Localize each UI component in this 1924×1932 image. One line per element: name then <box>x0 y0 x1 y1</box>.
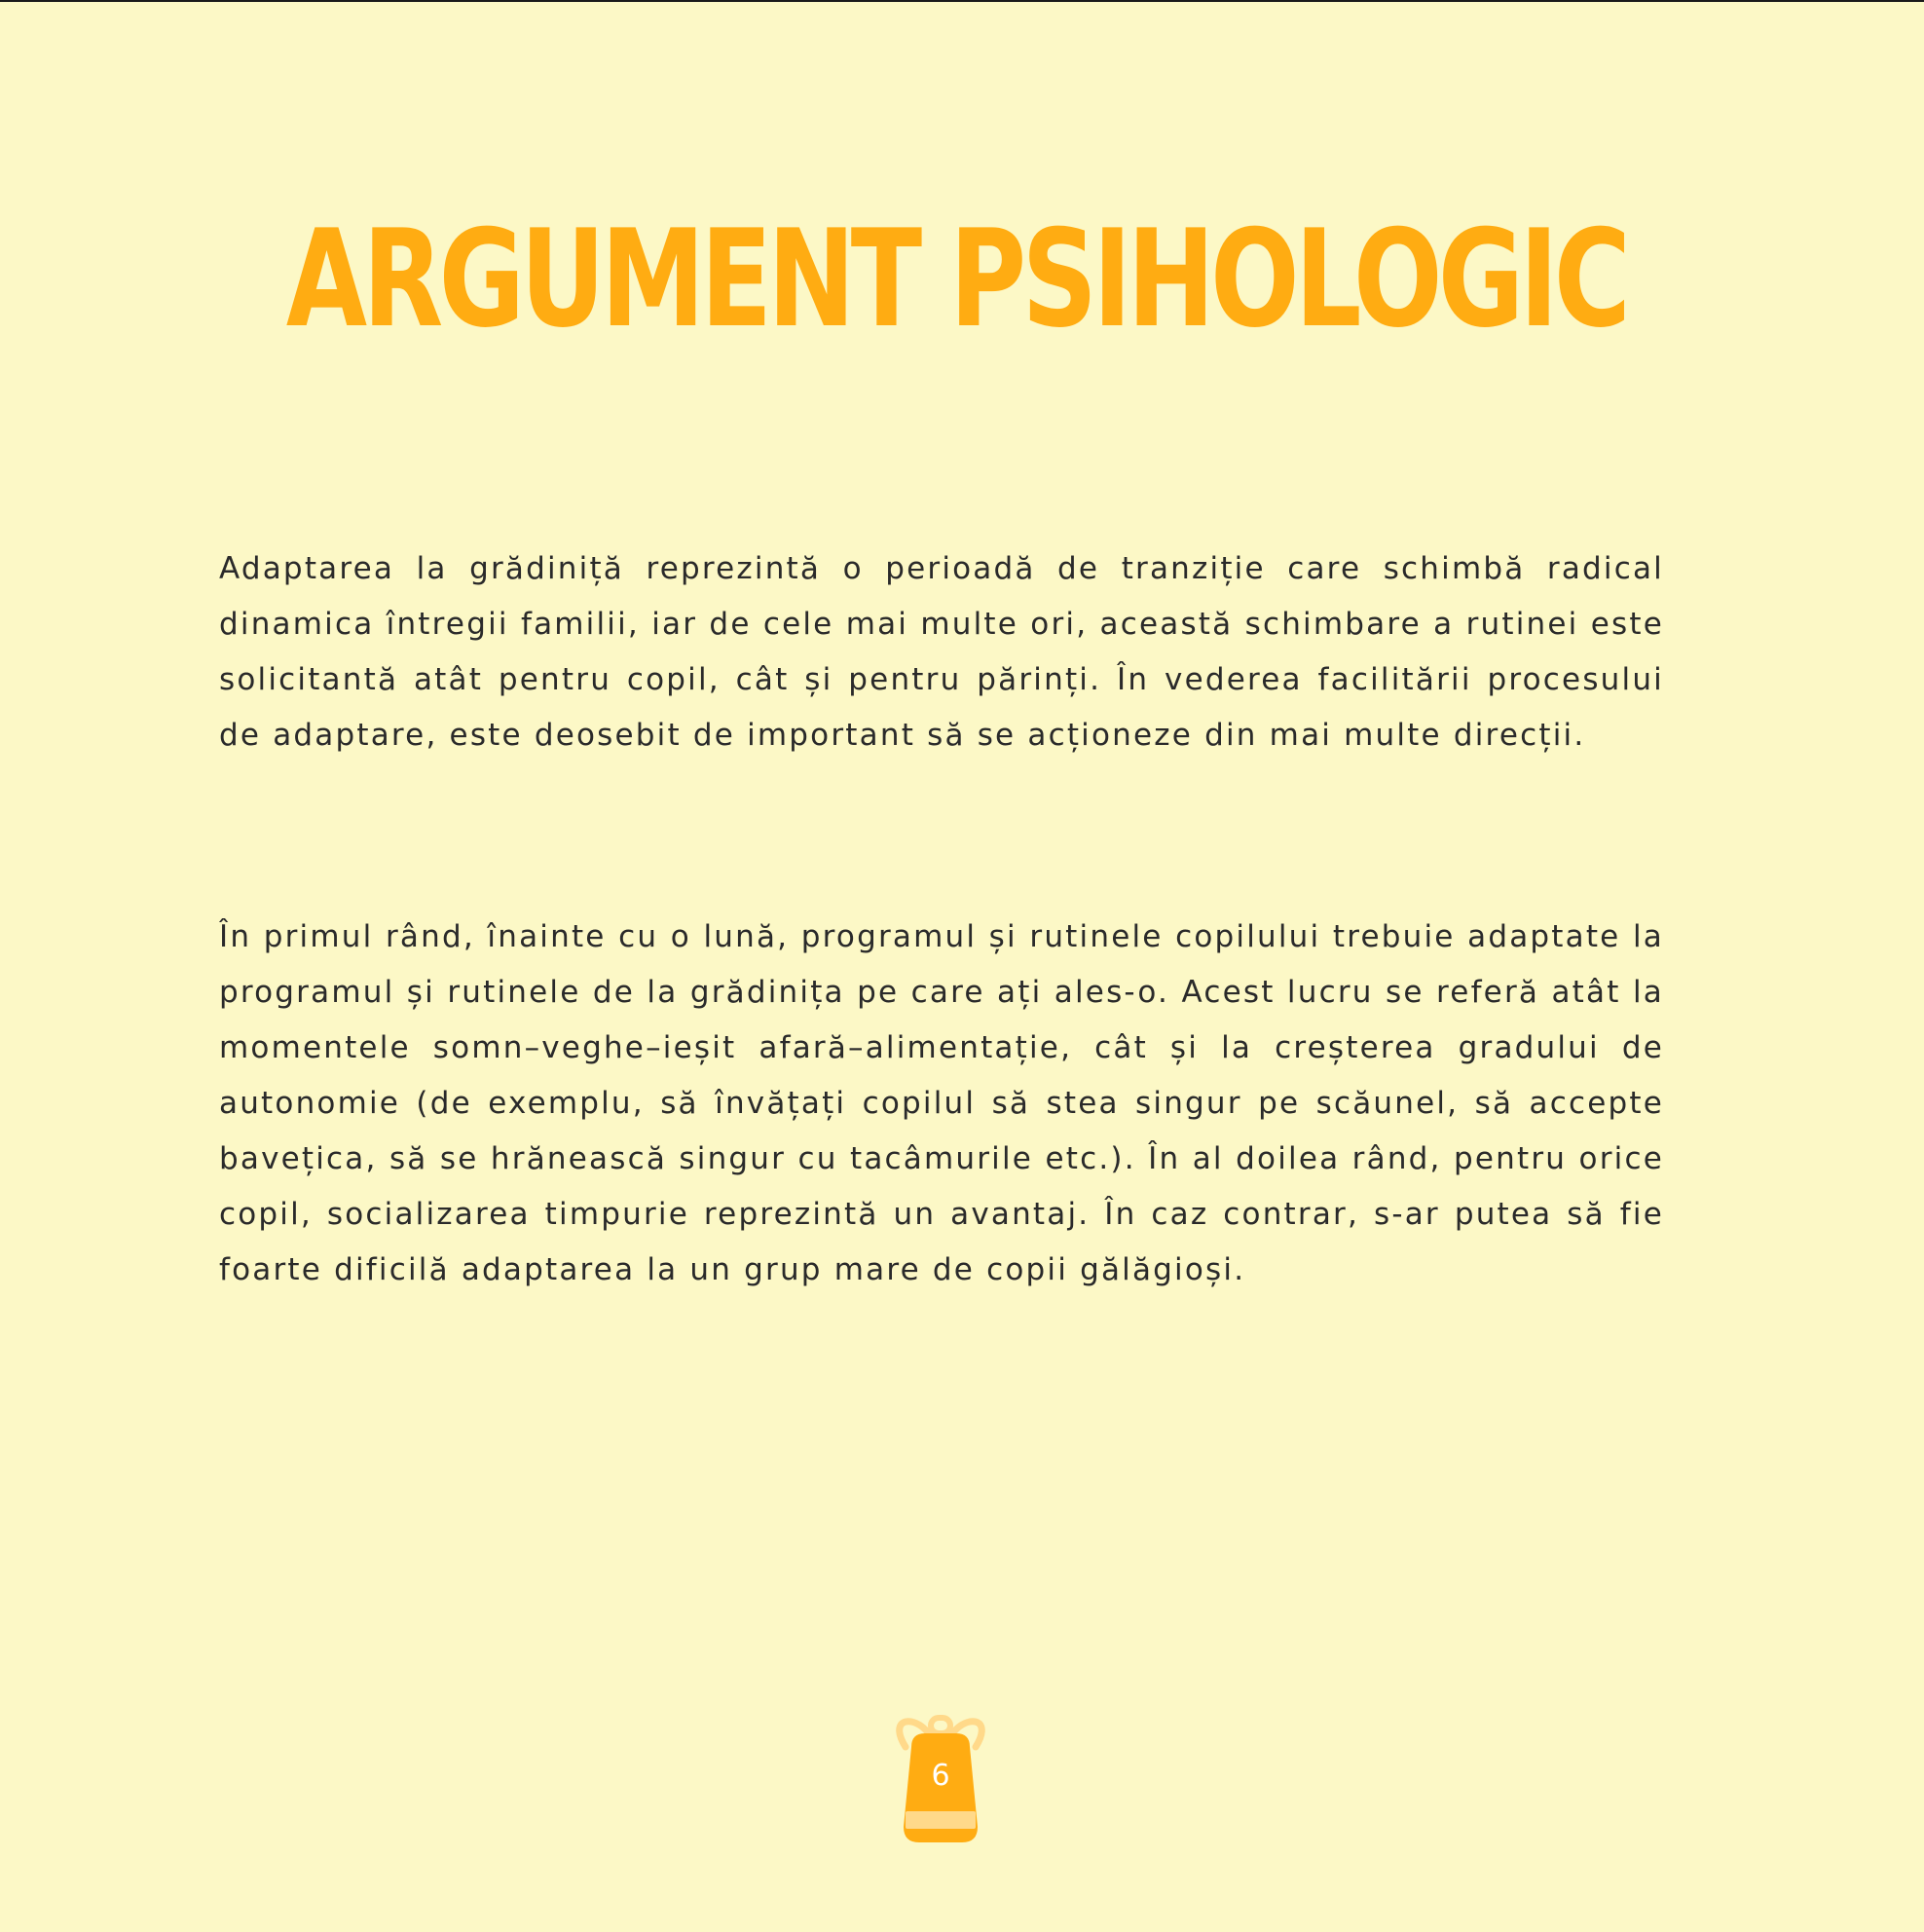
top-border-line <box>0 0 1924 2</box>
backpack-pocket <box>906 1811 976 1829</box>
backpack-handle <box>931 1718 950 1733</box>
page-title: ARGUMENT PSIHOLOGIC <box>285 201 1627 357</box>
paragraph-2: În primul rând, înainte cu o lună, programul și rutinele copilului trebuie adaptate la programul și rutinele de la grădinița pe care ați ales-o. Acest lucru se referă atât la momentele somn–veghe–ieșit afară–alimentație, cât și la creșterea gradului de autonomie (de exemplu, să învățați copilul să stea singur pe scăunel, să accepte bavețica, să se hrănească singur cu tacâmurile etc.). În al doilea rând, pentru orice copil, socializarea timpurie reprezintă un avantaj. În caz contrar, s-ar putea să fie foarte dificilă adaptarea la un grup mare de copii gălăgioși. <box>219 919 1664 1287</box>
paragraph-1: Adaptarea la grădiniță reprezintă o perioadă de tranziție care schimbă radical dinamica întregii familii, iar de cele mai multe ori, această schimbare a rutinei este solicitantă atât pentru copil, cât și pentru părinți. În vederea facilitării procesului de adaptare, este deosebit de important să se acționeze din mai multe direcții. <box>219 551 1664 753</box>
page-number: 6 <box>931 1759 950 1793</box>
